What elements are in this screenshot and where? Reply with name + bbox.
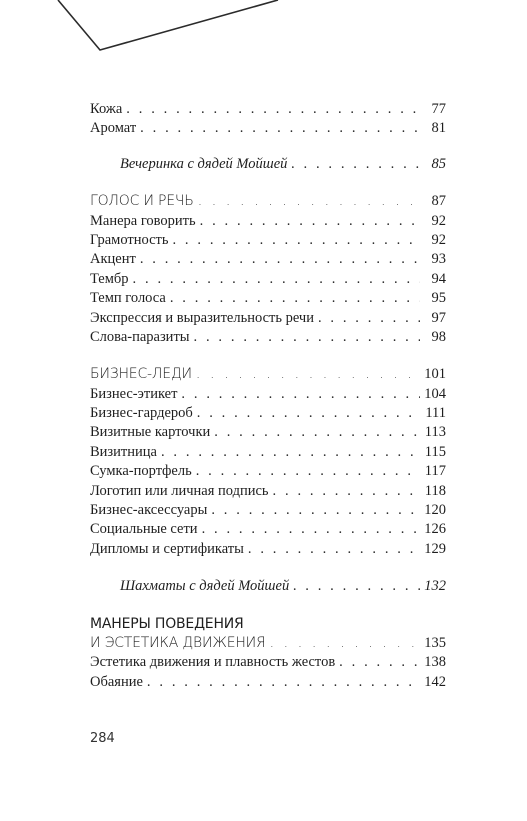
- dot-leader: [147, 673, 420, 692]
- dot-leader: [273, 482, 420, 501]
- dot-leader: [200, 212, 420, 231]
- toc-entry: Тембр . . . 94: [90, 270, 446, 289]
- toc-entry: Экспрессия и выразительность речи . . . 97: [90, 309, 446, 328]
- dot-leader: [194, 328, 420, 347]
- toc-entry: Грамотность . . . 92: [90, 231, 446, 250]
- toc-entry: Бизнес-этикет . . . 104: [90, 385, 446, 404]
- dot-leader: [197, 404, 420, 423]
- dot-leader: [291, 155, 420, 174]
- toc-entry-skin: Кожа . . . 77: [90, 100, 446, 119]
- toc-entry: Визитница . . . 115: [90, 443, 446, 462]
- toc-entry: Визитные карточки . . . 113: [90, 423, 446, 442]
- toc-entry: Логотип или личная подпись . . . 118: [90, 482, 446, 501]
- dot-leader: [293, 577, 420, 596]
- toc-entry: Эстетика движения и плавность жестов . . . 138: [90, 653, 446, 672]
- corner-line-decoration: [0, 0, 527, 60]
- dot-leader: [248, 540, 420, 559]
- toc-entry: Темп голоса . . . 95: [90, 289, 446, 308]
- toc-section-voice: ГОЛОС И РЕЧЬ . . . 87: [90, 192, 446, 211]
- dot-leader: [126, 100, 420, 119]
- dot-leader: [140, 250, 420, 269]
- toc-entry: Бизнес-гардероб . . . 111: [90, 404, 446, 423]
- dot-leader: [318, 309, 420, 328]
- toc-entry-party-moishe: Вечеринка с дядей Мойшей . . . 85: [90, 155, 446, 174]
- toc-entry: Акцент . . . 93: [90, 250, 446, 269]
- dot-leader: [339, 653, 420, 672]
- dot-leader: [140, 119, 420, 138]
- dot-leader: [198, 192, 420, 211]
- toc-entry: Бизнес-аксессуары . . . 120: [90, 501, 446, 520]
- toc-entry: Дипломы и сертификаты . . . 129: [90, 540, 446, 559]
- toc-entry: Социальные сети . . . 126: [90, 520, 446, 539]
- toc-entry: Обаяние . . . 142: [90, 673, 446, 692]
- toc-section-business-lady: БИЗНЕС-ЛЕДИ . . . 101: [90, 365, 446, 384]
- dot-leader: [202, 520, 420, 539]
- dot-leader: [161, 443, 420, 462]
- page-number: 284: [90, 731, 115, 746]
- dot-leader: [170, 289, 420, 308]
- toc-section-manners-line1: МАНЕРЫ ПОВЕДЕНИЯ: [90, 615, 244, 632]
- dot-leader: [196, 365, 420, 384]
- toc-entry-chess-moishe: Шахматы с дядей Мойшей . . . 132: [90, 577, 446, 596]
- dot-leader: [270, 634, 420, 653]
- dot-leader: [211, 501, 420, 520]
- dot-leader: [196, 462, 420, 481]
- dot-leader: [214, 423, 420, 442]
- dot-leader: [133, 270, 420, 289]
- table-of-contents: [90, 100, 446, 692]
- dot-leader: [172, 231, 420, 250]
- toc-entry: Манера говорить . . . 92: [90, 212, 446, 231]
- dot-leader: [181, 385, 420, 404]
- toc-section-manners: И ЭСТЕТИКА ДВИЖЕНИЯ . . . 135: [90, 634, 446, 653]
- toc-entry: Слова-паразиты . . . 98: [90, 328, 446, 347]
- toc-entry-aroma: Аромат . . . 81: [90, 119, 446, 138]
- toc-entry: Сумка-портфель . . . 117: [90, 462, 446, 481]
